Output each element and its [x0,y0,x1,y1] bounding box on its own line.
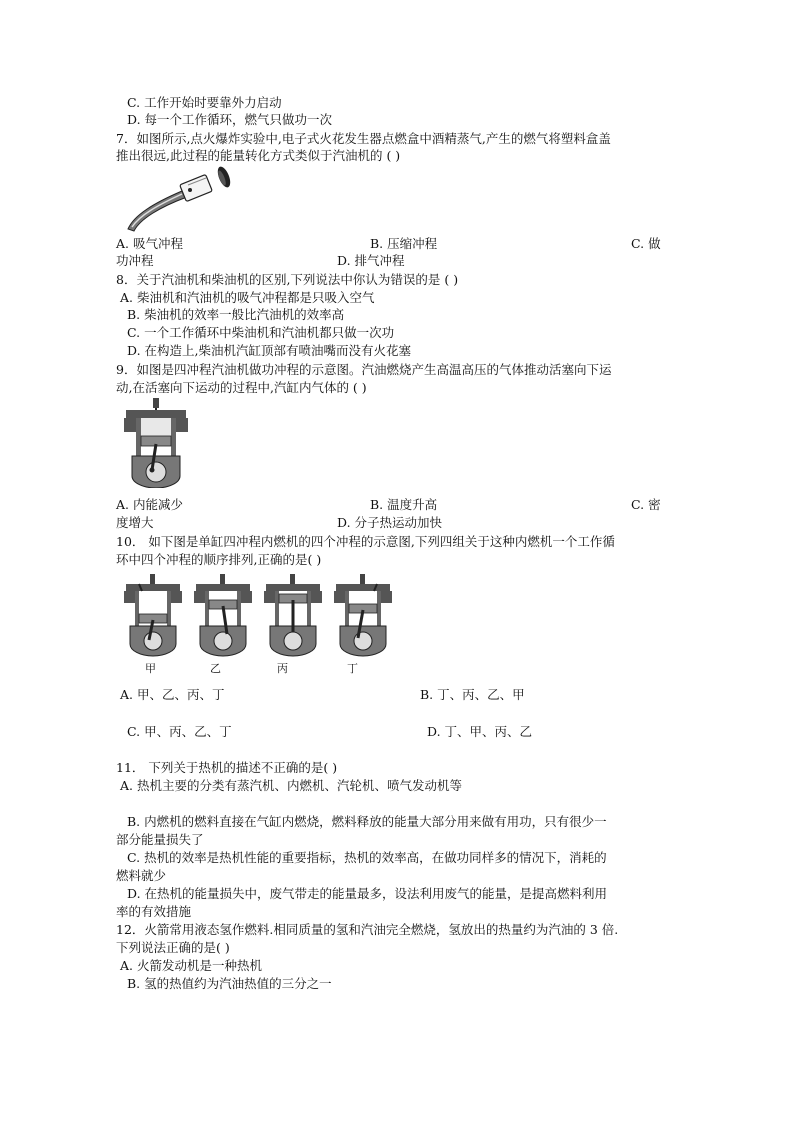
q9-stem-line2: 动,在活塞向下运动的过程中,汽缸内气体的 ( ) [116,380,367,395]
q10-option-a: A. 甲、乙、丙、丁 [120,687,225,702]
q10-stem-line1: 10． 如下图是单缸四冲程内燃机的四个冲程的示意图,下列四组关于这种内燃机一个工作循 [116,534,615,549]
q9-stem-line1: 9．如图是四冲程汽油机做功冲程的示意图。汽油燃烧产生高温高压的气体推动活塞向下运 [116,362,612,377]
q7-option-b: B. 压缩冲程 [370,236,438,251]
q7-option-c-part1: C. 做 [631,236,661,251]
q8-option-b: B. 柴油机的效率一般比汽油机的效率高 [127,307,345,322]
ignition-experiment-figure [124,165,240,233]
q11-option-c-line1: C. 热机的效率是热机性能的重要指标，热机的效率高，在做功同样多的情况下，消耗的 [127,850,607,865]
q9-option-a: A. 内能减少 [116,497,183,512]
stroke-diagram-ding [332,574,394,658]
q11-option-d-line1: D. 在热机的能量损失中，废气带走的能量最多，设法利用废气的能量，是提高燃料利用 [127,886,608,901]
q11-option-b-line1: B. 内燃机的燃料直接在气缸内燃烧，燃料释放的能量大部分用来做有用功，只有很少一 [127,814,607,829]
q11-option-d-line2: 率的有效措施 [116,904,192,919]
q9-option-c-part1: C. 密 [631,497,661,512]
q10-option-b: B. 丁、丙、乙、甲 [420,687,525,702]
q9-option-b: B. 温度升高 [370,497,438,512]
q8-option-a: A. 柴油机和汽油机的吸气冲程都是只吸入空气 [120,290,375,305]
q6-option-c: C. 工作开始时要靠外力启动 [127,95,282,110]
stroke-label-jia: 甲 [145,662,156,675]
q7-stem-line2: 推出很远,此过程的能量转化方式类似于汽油机的 ( ) [116,148,401,163]
q8-stem: 8．关于汽油机和柴油机的区别,下列说法中你认为错误的是 ( ) [116,272,459,287]
q9-option-d: D. 分子热运动加快 [337,515,443,530]
q7-option-d: D. 排气冲程 [337,253,405,268]
q10-stem-line2: 环中四个冲程的顺序排列,正确的是( ) [116,552,322,567]
q12-option-a: A. 火箭发动机是一种热机 [120,958,262,973]
q11-option-c-line2: 燃料就少 [116,868,167,883]
q6-option-d: D. 每一个工作循环，燃气只做功一次 [127,112,333,127]
q11-option-b-line2: 部分能量损失了 [116,832,204,847]
stroke-label-ding: 丁 [347,662,358,675]
q9-option-c-part2: 度增大 [116,515,154,530]
q12-stem-line1: 12．火箭常用液态氢作燃料.相同质量的氢和汽油完全燃烧，氢放出的热量约为汽油的 3 倍. [116,922,619,937]
q11-option-a: A. 热机主要的分类有蒸汽机、内燃机、汽轮机、喷气发动机等 [120,778,462,793]
q7-stem-line1: 7．如图所示,点火爆炸实验中,电子式火花发生器点燃盒中酒精蒸气,产生的燃气将塑料盒盖 [116,131,611,146]
q11-stem: 11． 下列关于热机的描述不正确的是( ) [116,760,338,775]
q8-option-d: D. 在构造上,柴油机汽缸顶部有喷油嘴而没有火花塞 [127,343,411,358]
q10-option-d: D. 丁、甲、丙、乙 [427,724,533,739]
stroke-label-bing: 丙 [277,662,288,675]
q8-option-c: C. 一个工作循环中柴油机和汽油机都只做一次功 [127,325,395,340]
q12-stem-line2: 下列说法正确的是( ) [116,940,230,955]
stroke-diagram-jia [122,574,184,658]
q7-option-c-part2: 功冲程 [116,253,154,268]
power-stroke-engine-figure [122,398,190,488]
stroke-diagram-yi [192,574,254,658]
q12-option-b: B. 氢的热值约为汽油热值的三分之一 [127,976,332,991]
q10-option-c: C. 甲、丙、乙、丁 [127,724,232,739]
q7-option-a: A. 吸气冲程 [116,236,183,251]
stroke-label-yi: 乙 [210,662,221,675]
stroke-diagram-bing [262,574,324,658]
